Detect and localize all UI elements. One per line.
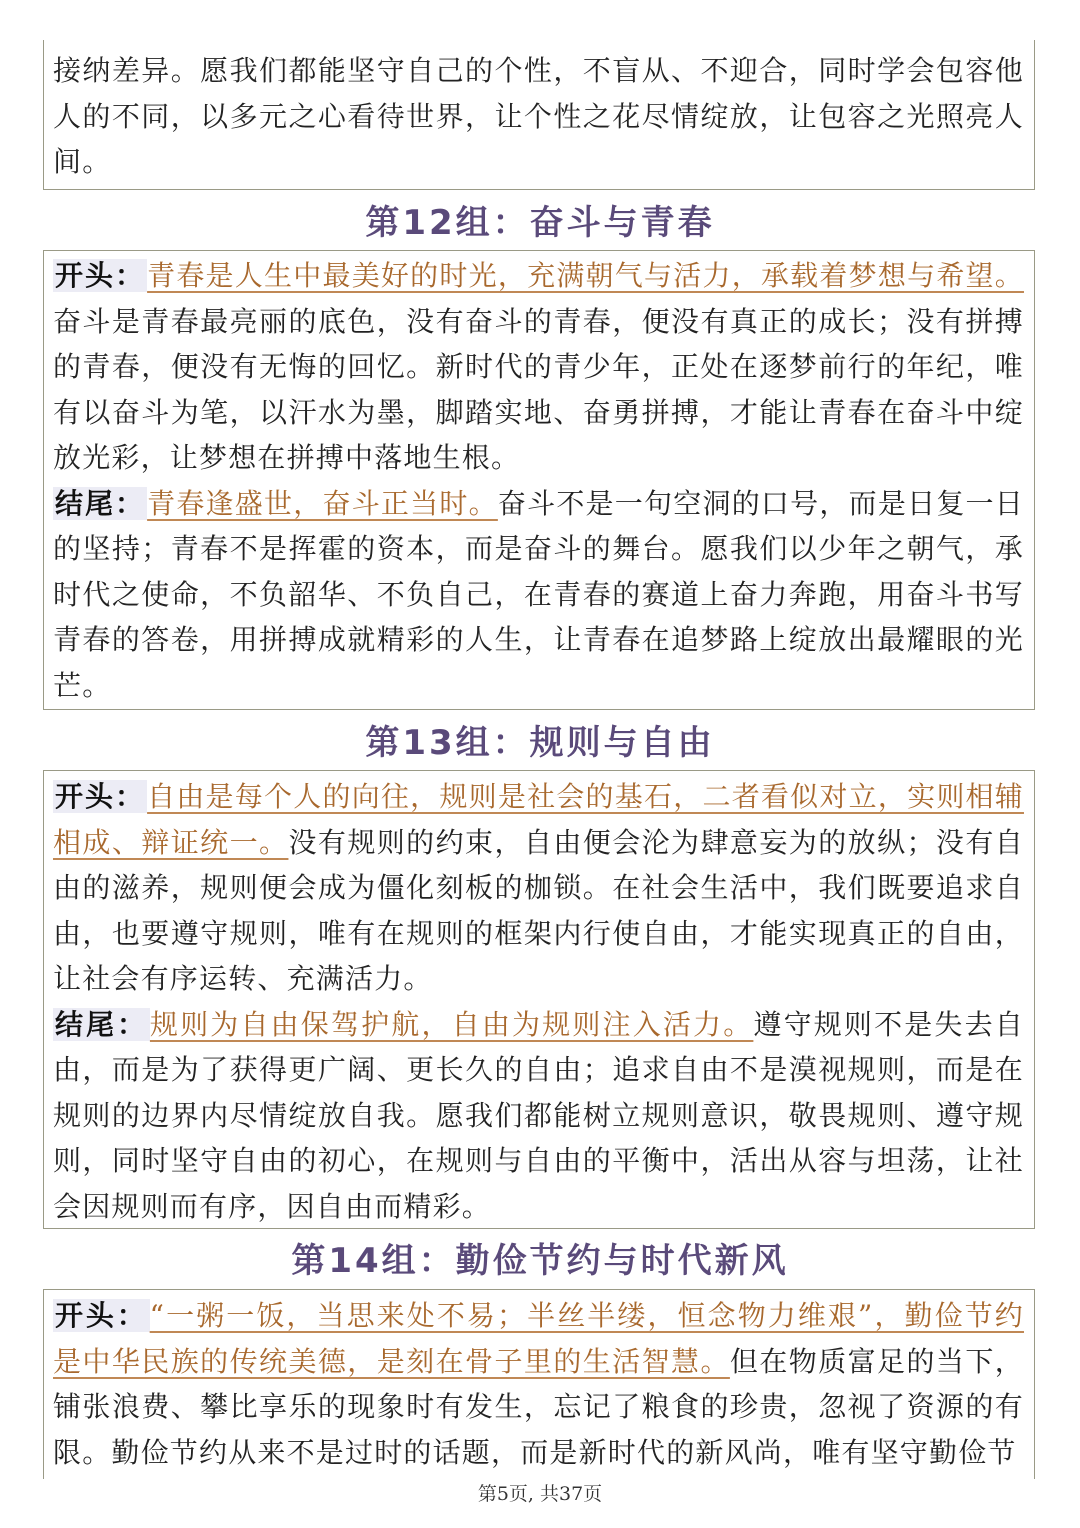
opening-highlight: 青春是人生中最美好的时光，充满朝气与活力，承载着梦想与希望。 [147, 259, 1024, 292]
opening-text: 但在物质富足的当下，铺张浪费、攀比享乐的现象时有发生，忘记了粮食的珍贵，忽视了资源的有限。勤俭节约从来不是过时的话题，而是新时代的新风尚，唯有坚守勤俭节 [53, 1344, 1024, 1469]
ending-label: 结尾： [55, 1007, 148, 1041]
ending-highlight: 规则为自由保驾护航，自由为规则注入活力。 [149, 1007, 754, 1041]
group-14-opening [53, 1293, 1024, 1475]
ending-text: 奋斗不是一句空洞的口号，而是日复一日的坚持；青春不是挥霍的资本，而是奋斗的舞台。愿我们以少年之朝气，承时代之使命，不负韶华、不负自己，在青春的赛道上奋力奔跑，用奋斗书写青春的答卷，用拼搏成就精彩的人生，让青春在追梦路上绽放出最耀眼的光芒。 [53, 486, 1024, 702]
opening-label: 开头： [55, 780, 146, 813]
opening-label: 开头： [55, 259, 146, 292]
intro-paragraph: 接纳差异。愿我们都能坚守自己的个性，不盲从、不迎合，同时学会包容他人的不同，以多元之心看待世界，让个性之花尽情绽放，让包容之光照亮人间。 [53, 54, 1024, 178]
opening-label: 开头： [55, 1299, 148, 1332]
opening-highlight: 自由是每个人的向往，规则是社会的基石，二者看似对立，实则相辅相成、辩证统一。 [53, 780, 1024, 859]
group-13-title: 第13组：规则与自由 [365, 723, 715, 763]
group-13-ending [53, 1002, 1024, 1230]
group-14-title: 第14组：勤俭节约与时代新风 [291, 1241, 789, 1281]
group-13-box [43, 770, 1035, 1229]
group-12-box [43, 250, 1035, 710]
group-13-opening [53, 774, 1024, 1002]
group-12-title: 第12组：奋斗与青春 [365, 203, 715, 243]
group-12-opening [53, 253, 1024, 481]
ending-highlight: 青春逢盛世，奋斗正当时。 [147, 486, 498, 520]
opening-text: 奋斗是青春最亮丽的底色，没有奋斗的青春，便没有真正的成长；没有拼搏的青春，便没有无悔的回忆。新时代的青少年，正处在逐梦前行的年纪，唯有以奋斗为笔，以汗水为墨，脚踏实地、奋勇拼搏，才能让青春在奋斗中绽放光彩，让梦想在拼搏中落地生根。 [53, 304, 1024, 474]
group-12-ending [53, 481, 1024, 709]
opening-text: 没有规则的约束，自由便会沦为肆意妄为的放纵；没有自由的滋养，规则便会成为僵化刻板的枷锁。在社会生活中，我们既要追求自由，也要遵守规则，唯有在规则的框架内行使自由，才能实现真正的自由，让社会有序运转、充满活力。 [53, 825, 1024, 995]
group-14-box [43, 1289, 1035, 1479]
ending-text: 遵守规则不是失去自由，而是为了获得更广阔、更长久的自由；追求自由不是漠视规则，而是在规则的边界内尽情绽放自我。愿我们都能树立规则意识，敬畏规则、遵守规则，同时坚守自由的初心，在规则与自由的平衡中，活出从容与坦荡，让社会因规则而有序，因自由而精彩。 [53, 1007, 1024, 1223]
intro-text-box [43, 40, 1035, 190]
opening-highlight: “一粥一饭，当思来处不易；半丝半缕，恒念物力维艰”，勤俭节约是中华民族的传统美德，是刻在骨子里的生活智慧。 [53, 1299, 1024, 1378]
page-footer: 第5页, 共37页 [477, 1483, 603, 1505]
ending-label: 结尾： [55, 486, 146, 520]
